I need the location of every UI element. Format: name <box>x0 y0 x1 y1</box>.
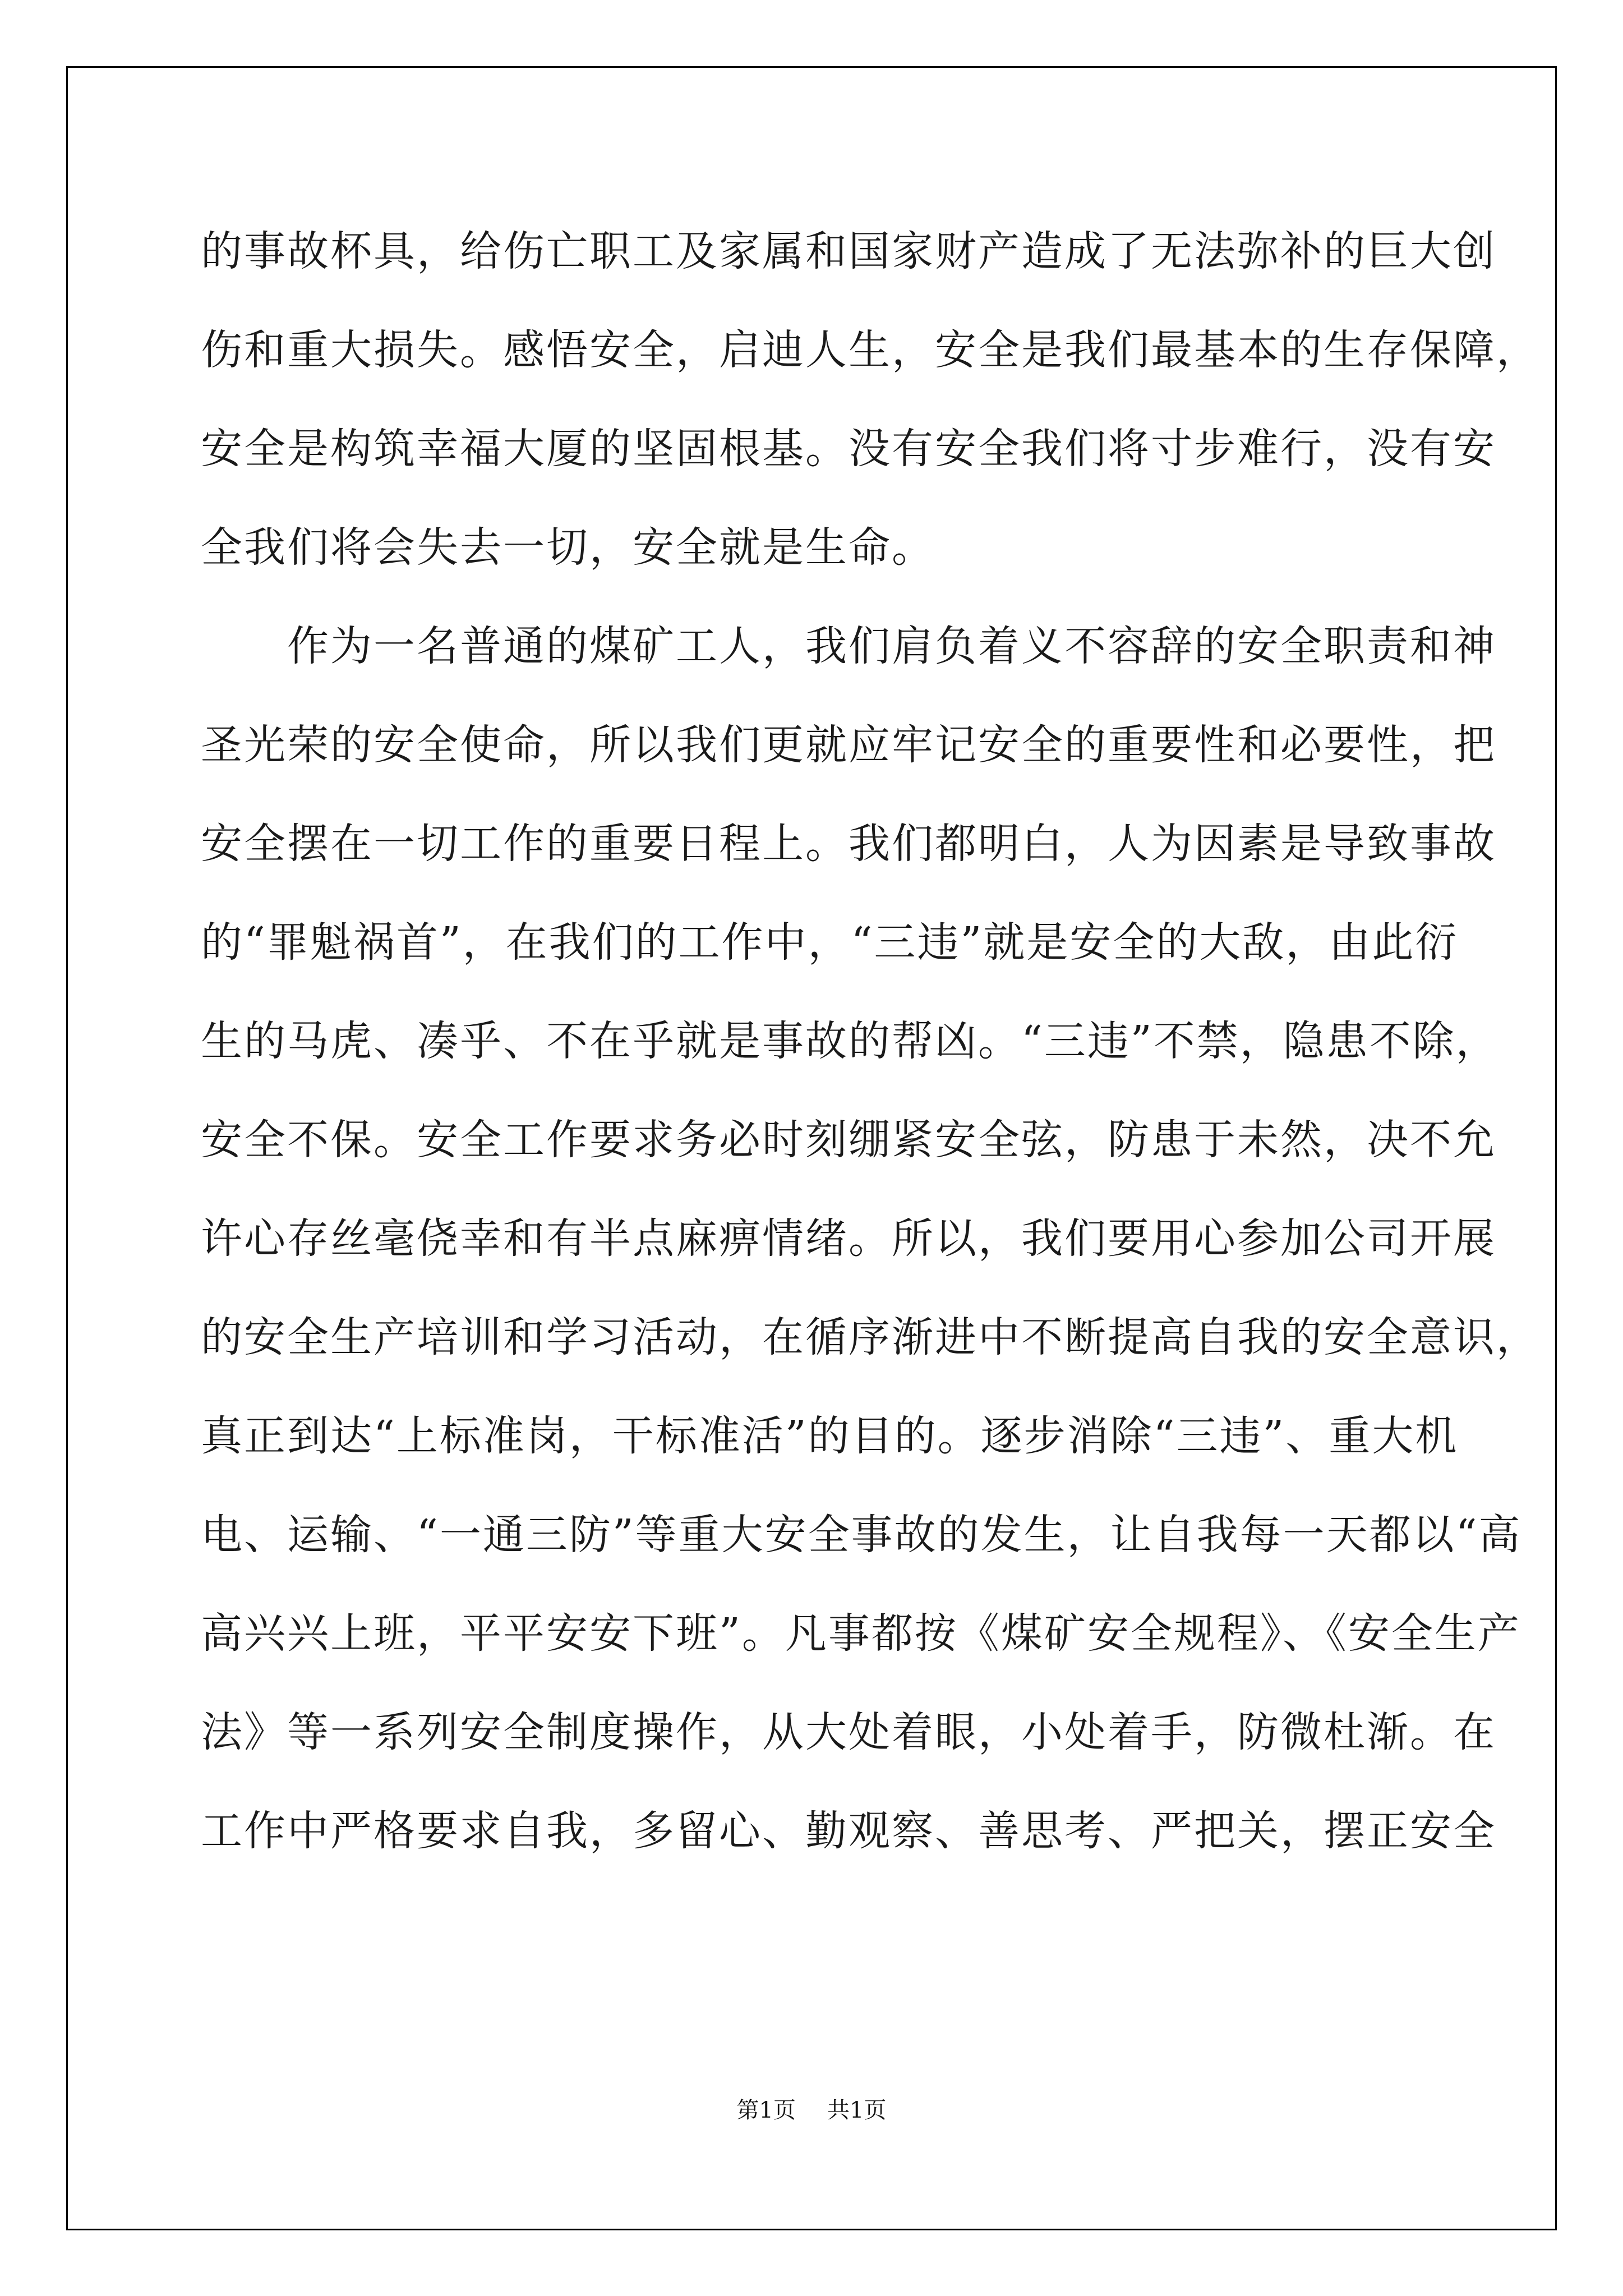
text-line: 生的马虎、凑乎、不在乎就是事故的帮凶。“三违”不禁，隐患不除， <box>201 1017 1499 1065</box>
text-line: 的“罪魁祸首”，在我们的工作中，“三违”就是安全的大敌，由此衍 <box>201 918 1459 967</box>
text-line: 作为一名普通的煤矿工人，我们肩负着义不容辞的安全职责和神 <box>201 622 1496 670</box>
text-line: 真正到达“上标准岗，干标准活”的目的。逐步消除“三违”、重大机 <box>201 1412 1459 1460</box>
text-line: 工作中严格要求自我，多留心、勤观察、善思考、严把关，摆正安全 <box>201 1807 1496 1855</box>
text-line: 安全不保。安全工作要求务必时刻绷紧安全弦，防患于未然，决不允 <box>201 1116 1496 1164</box>
page-count: 共1页 <box>827 2097 887 2123</box>
text-line: 电、运输、“一通三防”等重大安全事故的发生，让自我每一天都以“高 <box>201 1511 1522 1559</box>
page-number: 第1页 <box>736 2097 796 2123</box>
text-line: 的安全生产培训和学习活动，在循序渐进中不断提高自我的安全意识， <box>201 1313 1539 1361</box>
page-footer <box>0 2092 1623 2124</box>
text-line: 许心存丝毫侥幸和有半点麻痹情绪。所以，我们要用心参加公司开展 <box>201 1214 1496 1263</box>
text-line: 圣光荣的安全使命，所以我们更就应牢记安全的重要性和必要性，把 <box>201 721 1496 769</box>
text-line: 安全摆在一切工作的重要日程上。我们都明白，人为因素是导致事故 <box>201 820 1496 868</box>
text-line: 的事故杯具，给伤亡职工及家属和国家财产造成了无法弥补的巨大创 <box>201 227 1496 275</box>
text-line: 全我们将会失去一切，安全就是生命。 <box>201 523 935 572</box>
text-line: 伤和重大损失。感悟安全，启迪人生，安全是我们最基本的生存保障， <box>201 326 1539 374</box>
text-line: 高兴兴上班，平平安安下班”。凡事都按《煤矿安全规程》、《安全生产 <box>201 1609 1521 1658</box>
text-line: 安全是构筑幸福大厦的坚固根基。没有安全我们将寸步难行，没有安 <box>201 425 1496 473</box>
text-line: 法》等一系列安全制度操作，从大处着眼，小处着手，防微杜渐。在 <box>201 1708 1496 1756</box>
body-text <box>201 202 1539 1880</box>
